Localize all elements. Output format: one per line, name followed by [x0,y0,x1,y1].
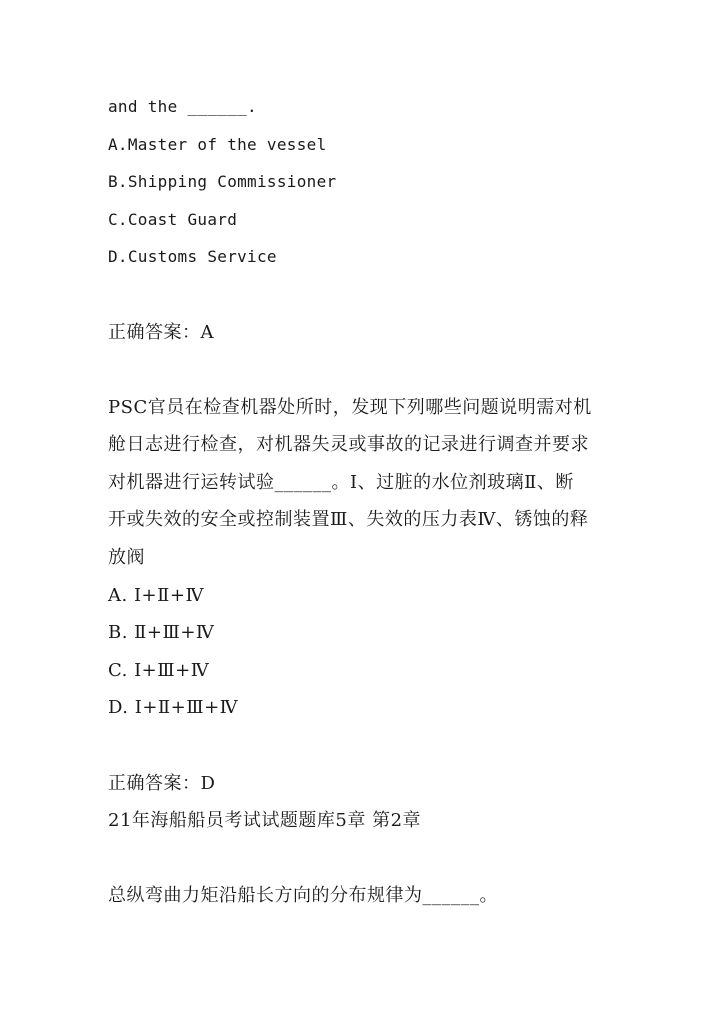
q1-option-d: D.Customs Service [108,247,277,266]
q1-answer: 正确答案：A [108,322,214,343]
q2-stem-line-4: 开或失效的安全或控制装置Ⅲ、失效的压力表Ⅳ、锈蚀的释 [108,509,589,530]
q2-option-b: B. Ⅱ+Ⅲ+Ⅳ [108,622,215,643]
q2-option-c: C. Ⅰ+Ⅲ+Ⅳ [108,660,210,681]
q2-stem-line-3: 对机器进行运转试验______。Ⅰ、过脏的水位剂玻璃Ⅱ、断 [108,472,574,493]
q3-stem: 总纵弯曲力矩沿船长方向的分布规律为______。 [108,885,498,906]
q2-stem-line-2: 舱日志进行检查，对机器失灵或事故的记录进行调查并要求 [108,434,589,455]
q2-stem-line-5: 放阀 [108,547,145,568]
q2-answer: 正确答案：D [108,773,216,794]
q1-option-b: B.Shipping Commissioner [108,172,337,191]
section-title: 21年海船船员考试试题题库5章 第2章 [108,810,422,831]
q2-option-a: A. Ⅰ+Ⅱ+Ⅳ [108,585,204,606]
q1-option-c: C.Coast Guard [108,210,238,229]
q1-stem-tail: and the ______. [108,97,257,116]
q2-stem-line-1: PSC官员在检查机器处所时，发现下列哪些问题说明需对机 [108,397,592,418]
q2-option-d: D. Ⅰ+Ⅱ+Ⅲ+Ⅳ [108,697,239,718]
q1-option-a: A.Master of the vessel [108,135,327,154]
